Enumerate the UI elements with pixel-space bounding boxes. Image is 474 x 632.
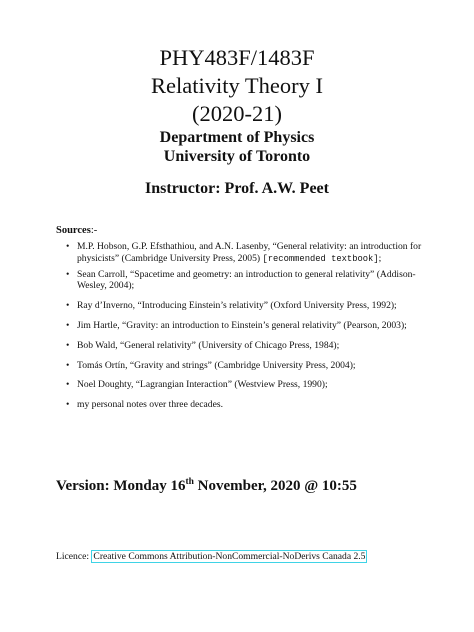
version-ordinal: th — [185, 477, 194, 487]
sources-heading-label: Sources — [56, 225, 91, 236]
list-item — [66, 360, 422, 372]
source-text: Bob Wald, “General relativity” (University of Chicago Press, 1984); — [77, 339, 340, 351]
source-text: M.P. Hobson, G.P. Efsthathiou, and A.N. Lasenby, “General relativity: an introduction for physicists” (Cambridge University Press, 2005) — [77, 241, 422, 264]
list-item — [66, 340, 422, 352]
licence-label: Licence: — [56, 551, 92, 562]
course-code: PHY483F/1483F — [159, 45, 315, 70]
source-text: Sean Carroll, “Spacetime and geometry: an introduction to general relativity” (Addison-Wesley, 2004); — [77, 268, 416, 292]
version-line — [56, 477, 357, 496]
instructor-line: Instructor: Prof. A.W. Peet — [145, 180, 329, 197]
department-block — [0, 128, 474, 166]
list-item — [66, 241, 422, 266]
sources-heading-suffix: :- — [90, 225, 98, 236]
licence-line — [56, 550, 367, 563]
university-name: University of Toronto — [163, 148, 311, 165]
course-name: Relativity Theory I — [150, 73, 324, 98]
list-item — [66, 399, 422, 411]
list-item — [66, 300, 422, 312]
list-item — [66, 379, 422, 391]
source-text: Ray d’Inverno, “Introducing Einstein’s relativity” (Oxford University Press, 1992); — [77, 300, 397, 312]
department-name: Department of Physics — [159, 129, 315, 146]
source-text: my personal notes over three decades. — [77, 399, 223, 411]
recommended-tag: [recommended textbook] — [262, 253, 379, 264]
list-item — [66, 269, 422, 293]
course-title — [0, 44, 474, 128]
sources-heading — [56, 224, 97, 237]
licence-link[interactable]: Creative Commons Attribution-NonCommercial-NoDerivs Canada 2.5 — [93, 551, 366, 562]
version-prefix: Version: Monday 16 — [56, 478, 186, 494]
sources-list — [66, 241, 422, 411]
course-year: (2020-21) — [192, 101, 282, 126]
source-text: Tomás Ortín, “Gravity and strings” (Cambridge University Press, 2004); — [77, 359, 356, 371]
source-text: Noel Doughty, “Lagrangian Interaction” (Westview Press, 1990); — [77, 379, 328, 391]
source-tail: ; — [378, 252, 382, 264]
list-item — [66, 320, 422, 332]
version-suffix: November, 2020 @ 10:55 — [193, 478, 357, 494]
source-text: Jim Hartle, “Gravity: an introduction to Einstein’s general relativity” (Pearson, 2003); — [77, 319, 407, 331]
